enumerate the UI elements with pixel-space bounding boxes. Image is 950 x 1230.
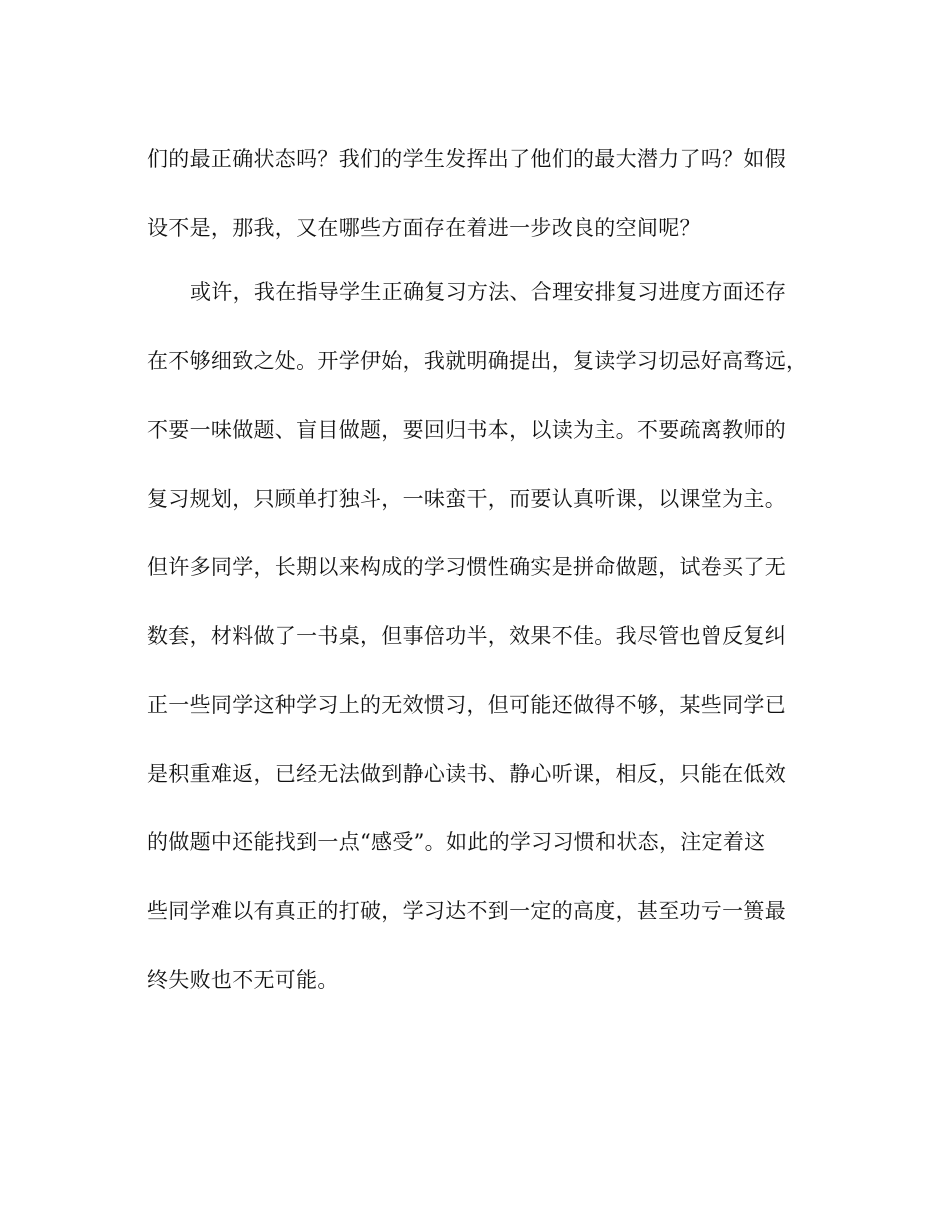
text-line-13: 终失败也不无可能。 — [147, 968, 339, 992]
text-line-2: 设不是，那我，又在哪些方面存在着进一步改良的空间呢？ — [147, 216, 701, 240]
text-line-5: 不要一味做题、盲目做题，要回归书本，以读为主。不要疏离教师的 — [147, 418, 786, 442]
text-line-4: 在不够细致之处。开学伊始，我就明确提出，复读学习切忌好高骛远， — [147, 349, 808, 373]
text-line-6: 复习规划，只顾单打独斗，一味蛮干，而要认真听课，以课堂为主。 — [147, 487, 786, 511]
text-line-1: 们的最正确状态吗？我们的学生发挥出了他们的最大潜力了吗？如假 — [147, 147, 786, 171]
text-line-11: 的做题中还能找到一点“感受”。如此的学习习惯和状态，注定着这 — [147, 830, 766, 854]
text-line-9: 正一些同学这种学习上的无效惯习，但可能还做得不够，某些同学已 — [147, 693, 786, 717]
text-line-8: 数套，材料做了一书桌，但事倍功半，效果不佳。我尽管也曾反复纠 — [147, 624, 786, 648]
text-line-7: 但许多同学，长期以来构成的学习惯性确实是拼命做题，试卷买了无 — [147, 555, 786, 579]
text-line-10: 是积重难返，已经无法做到静心读书、静心听课，相反，只能在低效 — [147, 762, 786, 786]
text-line-12: 些同学难以有真正的打破，学习达不到一定的高度，甚至功亏一篑最 — [147, 899, 786, 923]
paragraph-2-first-line: 或许，我在指导学生正确复习方法、合理安排复习进度方面还存 — [190, 280, 787, 304]
